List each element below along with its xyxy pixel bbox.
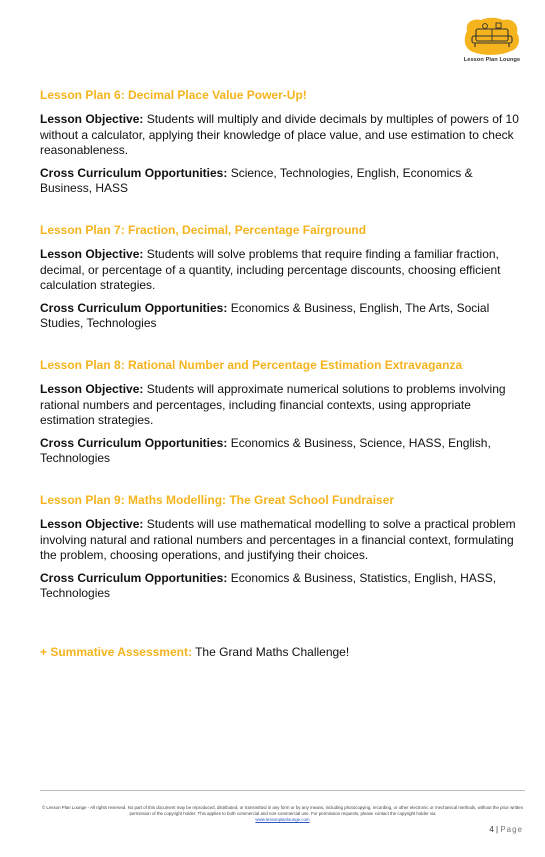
summative-text: The Grand Maths Challenge!: [195, 644, 350, 659]
objective-label: Lesson Objective:: [40, 246, 144, 261]
cross-curriculum: [40, 166, 525, 197]
cross-curriculum-label: Cross Curriculum Opportunities:: [40, 300, 228, 315]
lesson-plan-9: [40, 493, 525, 602]
objective-text: Students will use mathematical modelling to solve a practical problem involving natural and rational numbers and percentages in a financial context, formulating the problem, choosing operations, and justifying their choices.: [40, 516, 516, 563]
cross-curriculum: [40, 301, 525, 332]
lesson-objective: [40, 247, 525, 294]
lesson-title: Lesson Plan 8: Rational Number and Percentage Estimation Extravaganza: [40, 357, 463, 372]
objective-label: Lesson Objective:: [40, 112, 144, 126]
cross-curriculum-text: Science, Technologies, English, Economics & Business, HASS: [40, 165, 473, 196]
lesson-objective: [40, 517, 525, 564]
brand-logo: [459, 17, 525, 71]
cross-curriculum: [40, 436, 525, 467]
footer-divider: [40, 790, 525, 791]
lesson-title: Lesson Plan 7: Fraction, Decimal, Percentage Fairground: [40, 222, 367, 237]
page-number: [489, 825, 523, 834]
footer-copyright: [40, 805, 525, 823]
objective-label: Lesson Objective:: [40, 516, 144, 531]
website-link[interactable]: www.lessonplanlounge.com: [255, 817, 310, 822]
cross-curriculum-label: Cross Curriculum Opportunities:: [40, 570, 228, 585]
lesson-plan-8: [40, 358, 525, 467]
cross-curriculum-text: Economics & Business, English, The Arts, Social Studies, Technologies: [40, 300, 490, 331]
lesson-list: [40, 88, 525, 660]
page-separator: |: [496, 825, 499, 834]
page-label: Page: [500, 825, 523, 834]
objective-text: Students will multiply and divide decimals by multiples of powers of 10 without a calculator, applying their knowledge of place value, and use estimation to check reasonableness.: [40, 112, 519, 158]
sofa-icon: [461, 17, 523, 57]
objective-label: Lesson Objective:: [40, 381, 144, 396]
summative-label: + Summative Assessment:: [40, 644, 192, 659]
lesson-objective: [40, 112, 525, 159]
cross-curriculum-label: Cross Curriculum Opportunities:: [40, 435, 228, 450]
objective-text: Students will solve problems that require finding a familiar fraction, decimal, or percentage of a quantity, including percentage discounts, choosing efficient calculation strategies.: [40, 246, 501, 293]
lesson-title: Lesson Plan 6: Decimal Place Value Power-Up!: [40, 88, 307, 102]
lesson-plan-7: [40, 223, 525, 332]
cross-curriculum-label: Cross Curriculum Opportunities:: [40, 165, 228, 180]
page-number-value: 4: [489, 825, 494, 834]
copyright-text: © Lesson Plan Lounge - All rights reserved. No part of this document may be reproduced, distributed, or transmitted in any form or by any means, including photocopying, recording, or other electronic or mechanical methods, without the prior written permission of the copyright holder. This applies to both commercial and non-commercial use. For permission requests, please contact the copyright holder via: [41, 805, 524, 816]
lesson-plan-6: [40, 88, 525, 197]
objective-text: Students will approximate numerical solutions to problems involving rational numbers and percentages, including financial contexts, using appropriate estimation strategies.: [40, 381, 506, 428]
cross-curriculum: [40, 571, 525, 602]
lesson-objective: [40, 382, 525, 429]
logo-text: Lesson Plan Lounge: [463, 57, 521, 63]
cross-curriculum-text: Economics & Business, Science, HASS, English, Technologies: [40, 435, 491, 466]
lesson-title: Lesson Plan 9: Maths Modelling: The Great School Fundraiser: [40, 492, 395, 507]
summative-assessment: [40, 645, 525, 660]
cross-curriculum-text: Economics & Business, Statistics, English, HASS, Technologies: [40, 570, 497, 601]
